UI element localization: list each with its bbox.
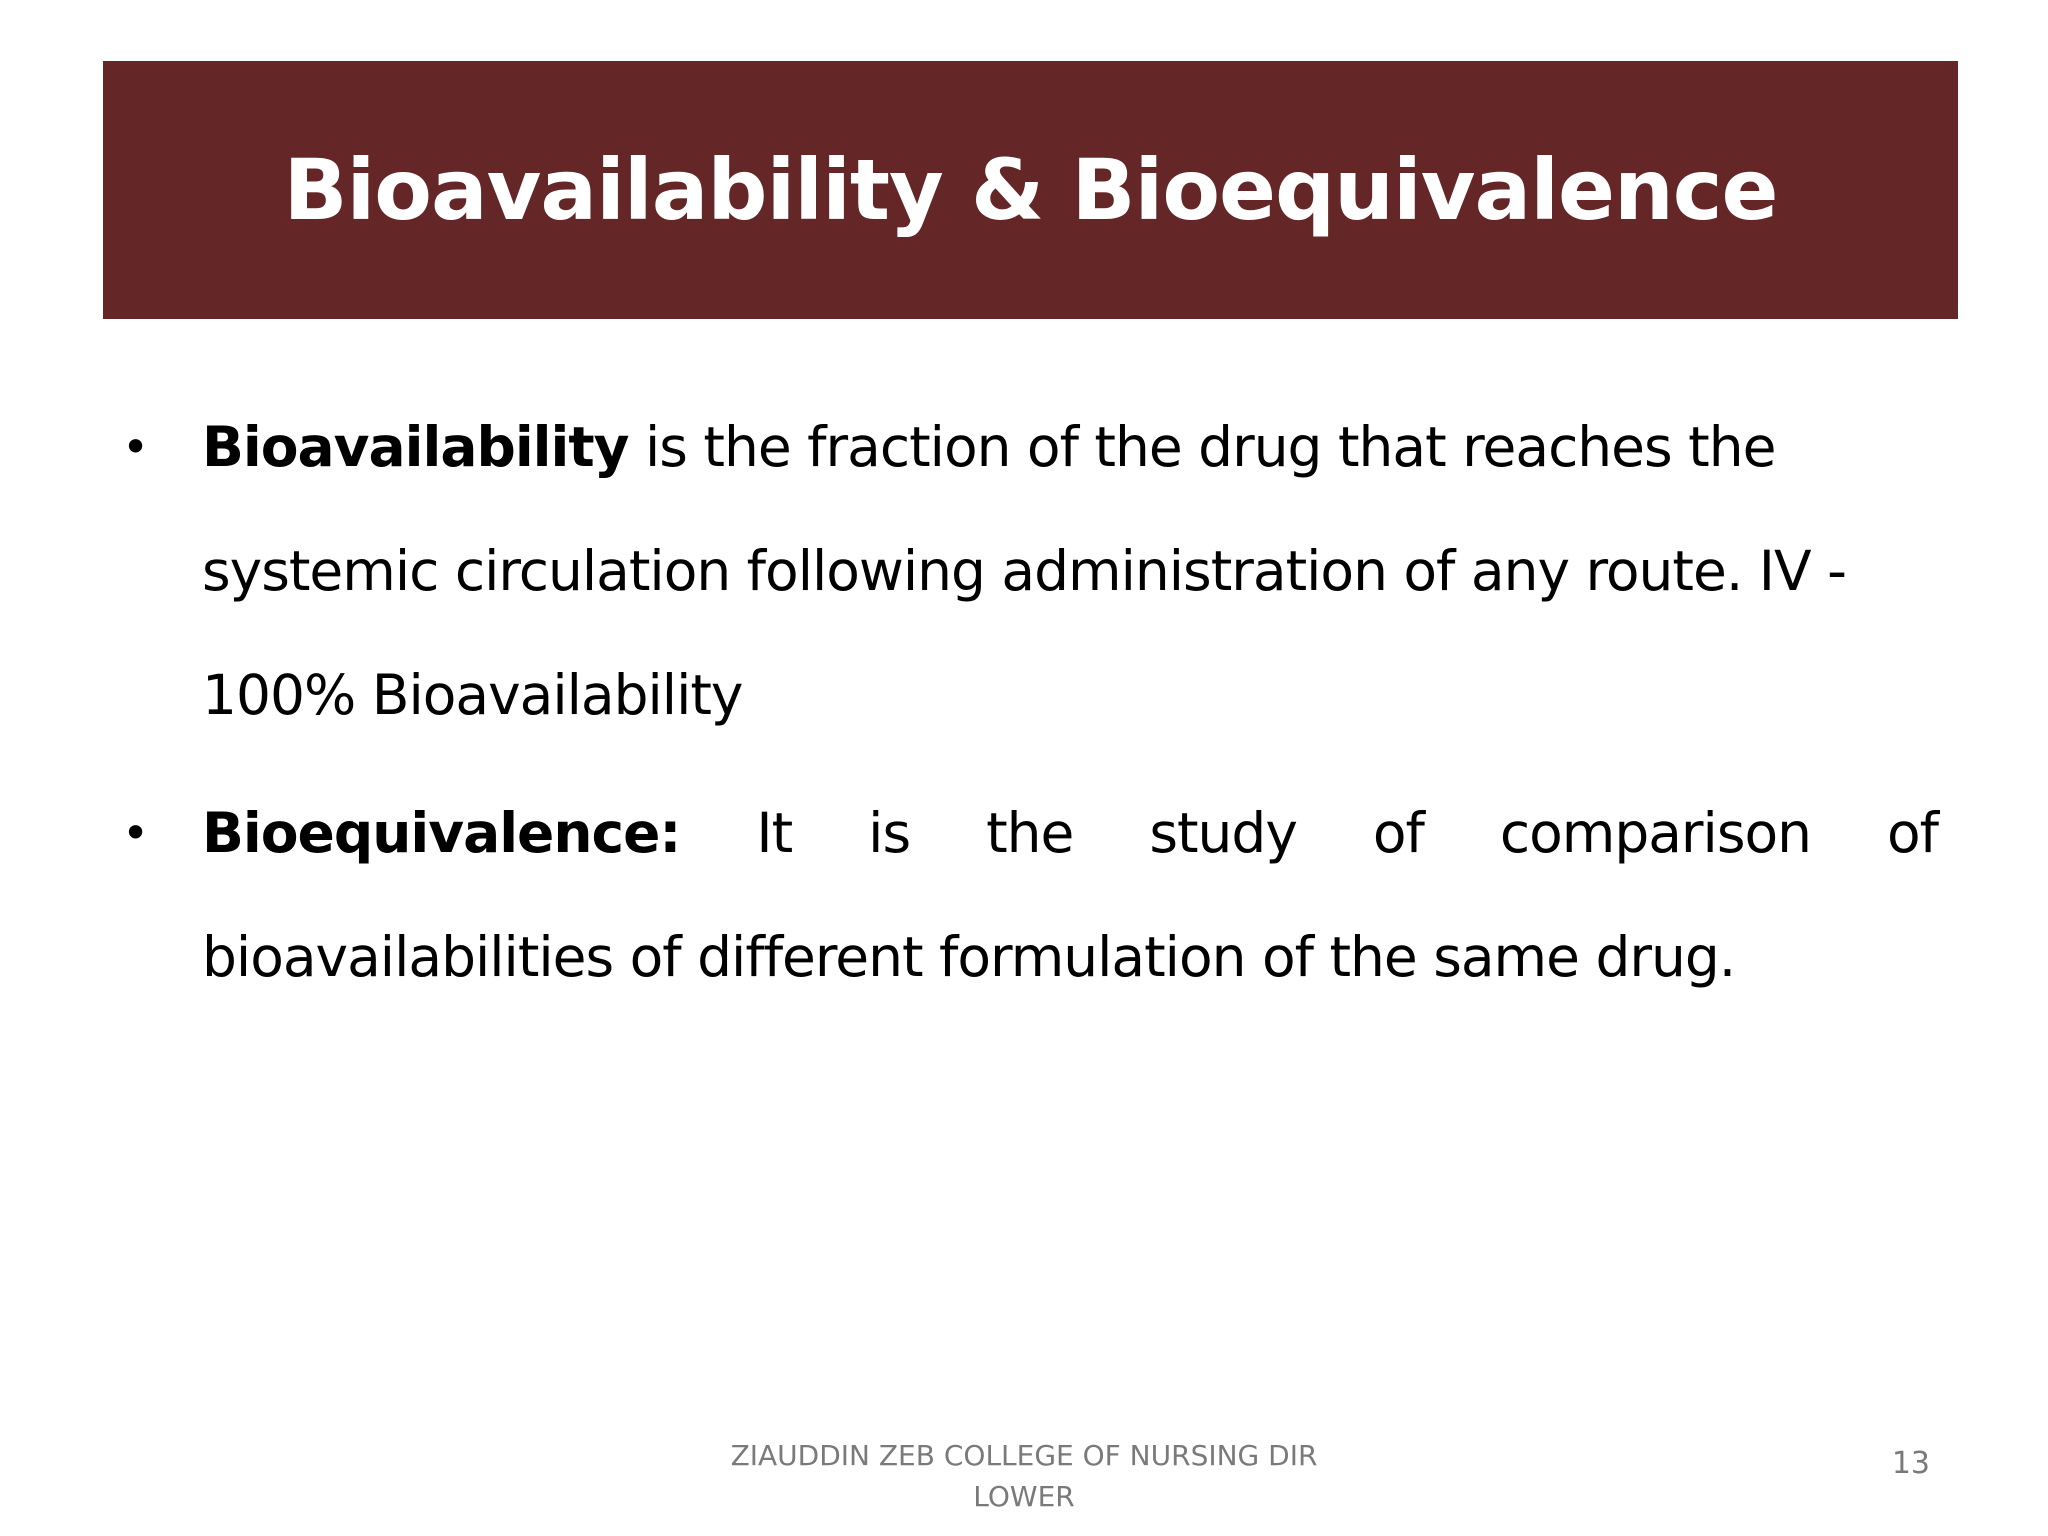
bullet-bioavailability xyxy=(120,385,1938,757)
bullet-text: It is the study of comparison of bioavailabilities of different formulation of the same drug. xyxy=(202,801,1938,989)
slide-content xyxy=(120,385,1938,1019)
slide-title: Bioavailability & Bioequivalence xyxy=(283,141,1778,239)
bullet-text: is the fraction of the drug that reaches the systemic circulation following administration of any route. IV - 100% Bioavailability xyxy=(202,415,1846,727)
page-number: 13 xyxy=(1891,1446,1930,1481)
footer-text: ZIAUDDIN ZEB COLLEGE OF NURSING DIR LOWER xyxy=(730,1439,1318,1513)
bullet-dot-icon: • xyxy=(122,806,149,860)
bullet-bioequivalence xyxy=(120,771,1938,1019)
footer xyxy=(0,1435,2048,1517)
bullet-term: Bioavailability xyxy=(202,415,629,479)
title-banner xyxy=(103,61,1958,319)
bullet-dot-icon: • xyxy=(122,420,149,474)
bullet-term: Bioequivalence: xyxy=(202,801,681,865)
